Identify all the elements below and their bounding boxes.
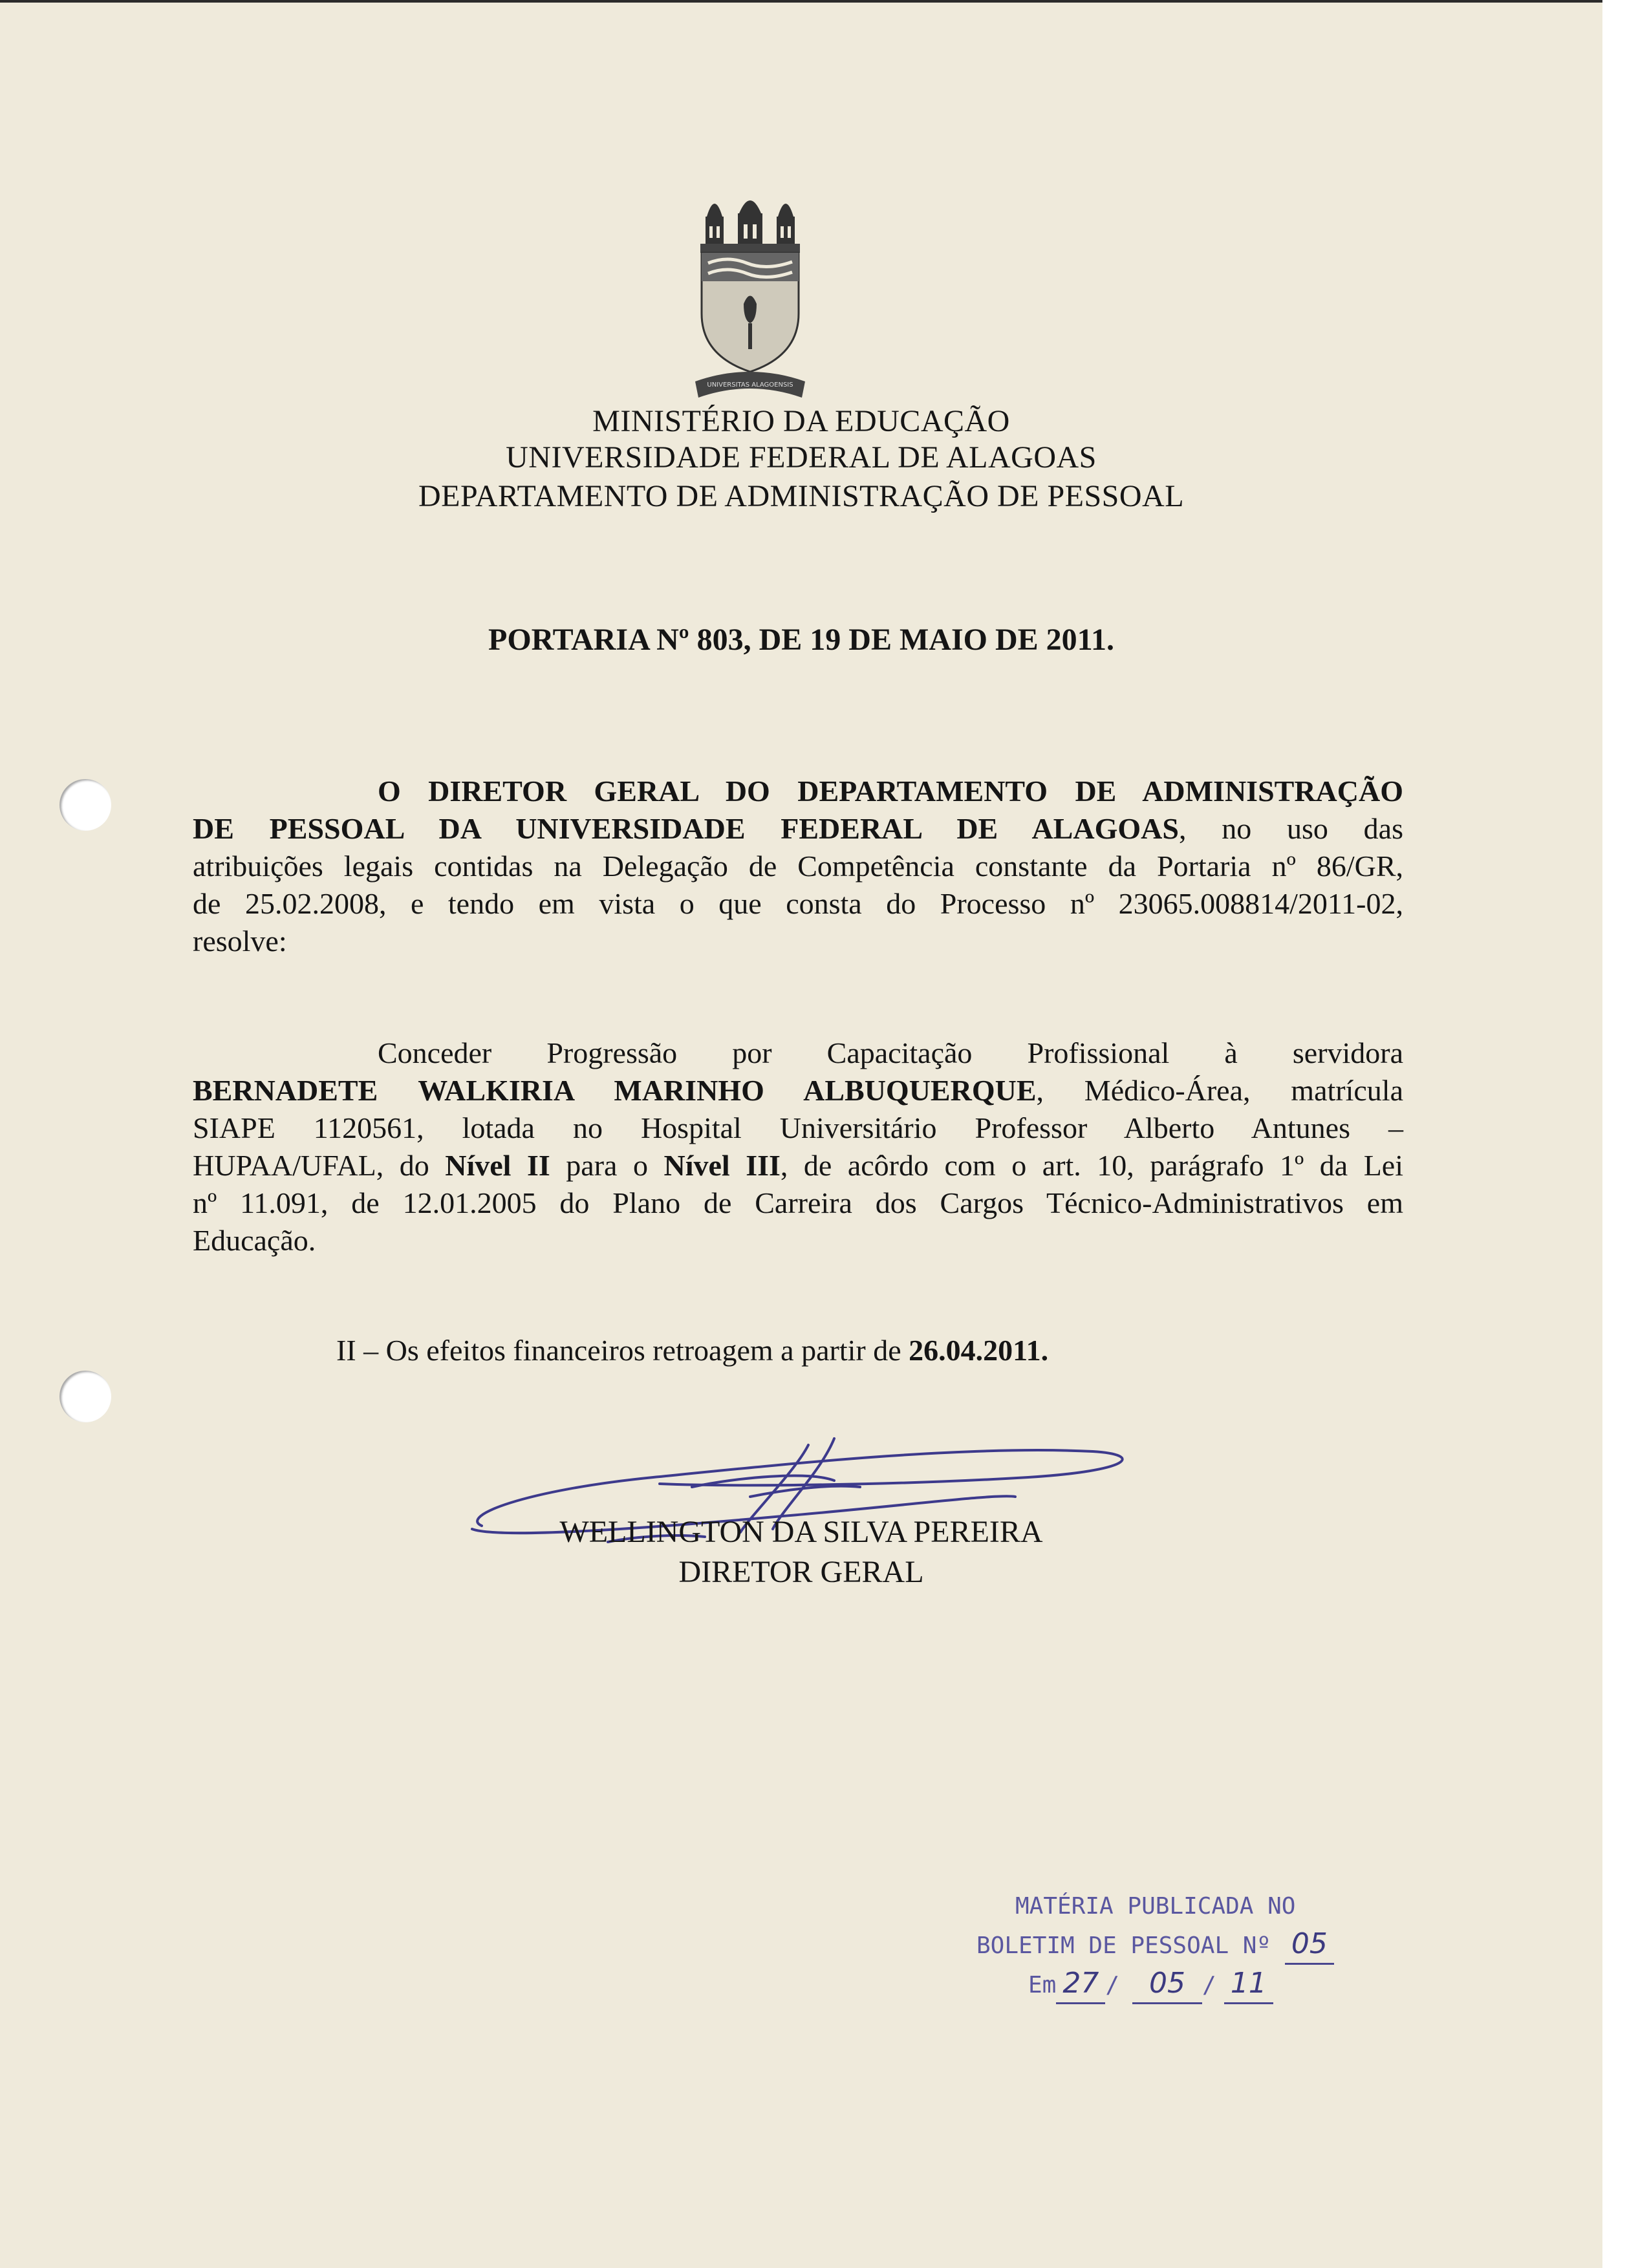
- stamp-line-1: MATÉRIA PUBLICADA NO: [1015, 1893, 1296, 1920]
- level-from: Nível II: [445, 1149, 550, 1182]
- stamp-bulletin-number: 05: [1285, 1925, 1334, 1965]
- stamp-month: 05: [1132, 1965, 1202, 2004]
- article-1-line-4-a: HUPAA/UFAL, do: [193, 1149, 446, 1182]
- preamble-line-2: [193, 810, 1403, 848]
- preamble-line-1: O DIRETOR GERAL DO DEPARTAMENTO DE ADMINISTRAÇÃO: [378, 775, 1403, 808]
- stamp-year: 11: [1224, 1965, 1273, 2004]
- punch-hole-top: [59, 779, 111, 831]
- university-title: UNIVERSIDADE FEDERAL DE ALAGOAS: [506, 440, 1097, 475]
- article-2-paragraph: [336, 1332, 1048, 1369]
- article-1-line-6: Educação.: [193, 1224, 316, 1257]
- stamp-day: 27: [1056, 1965, 1105, 2004]
- stamp-bulletin-label: BOLETIM DE PESSOAL Nº: [976, 1932, 1271, 1959]
- preamble-line-3: atribuições legais contidas na Delegação de Competência constante da Portaria nº 86/GR,: [193, 850, 1403, 883]
- article-1-line-2: [193, 1072, 1403, 1109]
- scan-margin: [1602, 0, 1649, 2268]
- preamble-line-2-bold: DE PESSOAL DA UNIVERSIDADE FEDERAL DE ALAGOAS: [193, 812, 1179, 845]
- preamble-line-5: resolve:: [193, 925, 287, 957]
- portaria-title: PORTARIA Nº 803, DE 19 DE MAIO DE 2011.: [488, 623, 1114, 657]
- preamble-line-2-rest: , no uso das: [1178, 812, 1403, 845]
- effective-date: 26.04.2011.: [909, 1334, 1049, 1367]
- article-1-paragraph: [193, 1034, 1403, 1259]
- ministry-title: MINISTÉRIO DA EDUCAÇÃO: [592, 404, 1010, 438]
- article-1-line-4-e: , de acôrdo com o art. 10, parágrafo 1º da Lei: [780, 1149, 1404, 1182]
- signer-name: WELLINGTON DA SILVA PEREIRA: [559, 1515, 1043, 1549]
- article-1-line-4-c: para o: [550, 1149, 664, 1182]
- preamble-paragraph: [193, 773, 1403, 960]
- publication-stamp: [976, 1888, 1390, 2004]
- crest-motto: UNIVERSITAS ALAGOENSIS: [707, 381, 793, 389]
- level-to: Nível III: [663, 1149, 781, 1182]
- stamp-em-label: Em: [1028, 1972, 1057, 1998]
- article-1-line-3: SIAPE 1120561, lotada no Hospital Universitário Professor Alberto Antunes –: [193, 1111, 1403, 1144]
- article-1-line-2-rest: , Médico-Área, matrícula: [1036, 1074, 1403, 1107]
- article-2-text: II – Os efeitos financeiros retroagem a partir de: [336, 1334, 909, 1367]
- stamp-line-3: Em 27 / 05 / 11: [976, 1965, 1390, 2004]
- preamble-line-4: de 25.02.2008, e tendo em vista o que consta do Processo nº 23065.008814/2011-02,: [193, 887, 1403, 920]
- article-1-line-5: nº 11.091, de 12.01.2005 do Plano de Carreira dos Cargos Técnico-Administrativos em: [193, 1186, 1403, 1219]
- university-crest-icon: [695, 191, 805, 404]
- article-1-line-4: [193, 1147, 1403, 1184]
- article-1-line-1: Conceder Progressão por Capacitação Profissional à servidora: [378, 1036, 1403, 1069]
- stamp-line-2: [976, 1925, 1390, 1965]
- department-title: DEPARTAMENTO DE ADMINISTRAÇÃO DE PESSOAL: [418, 479, 1185, 513]
- punch-hole-bottom: [59, 1371, 111, 1422]
- signer-role: DIRETOR GERAL: [678, 1555, 924, 1589]
- servant-name: BERNADETE WALKIRIA MARINHO ALBUQUERQUE: [193, 1074, 1037, 1107]
- scan-top-edge: [0, 0, 1602, 3]
